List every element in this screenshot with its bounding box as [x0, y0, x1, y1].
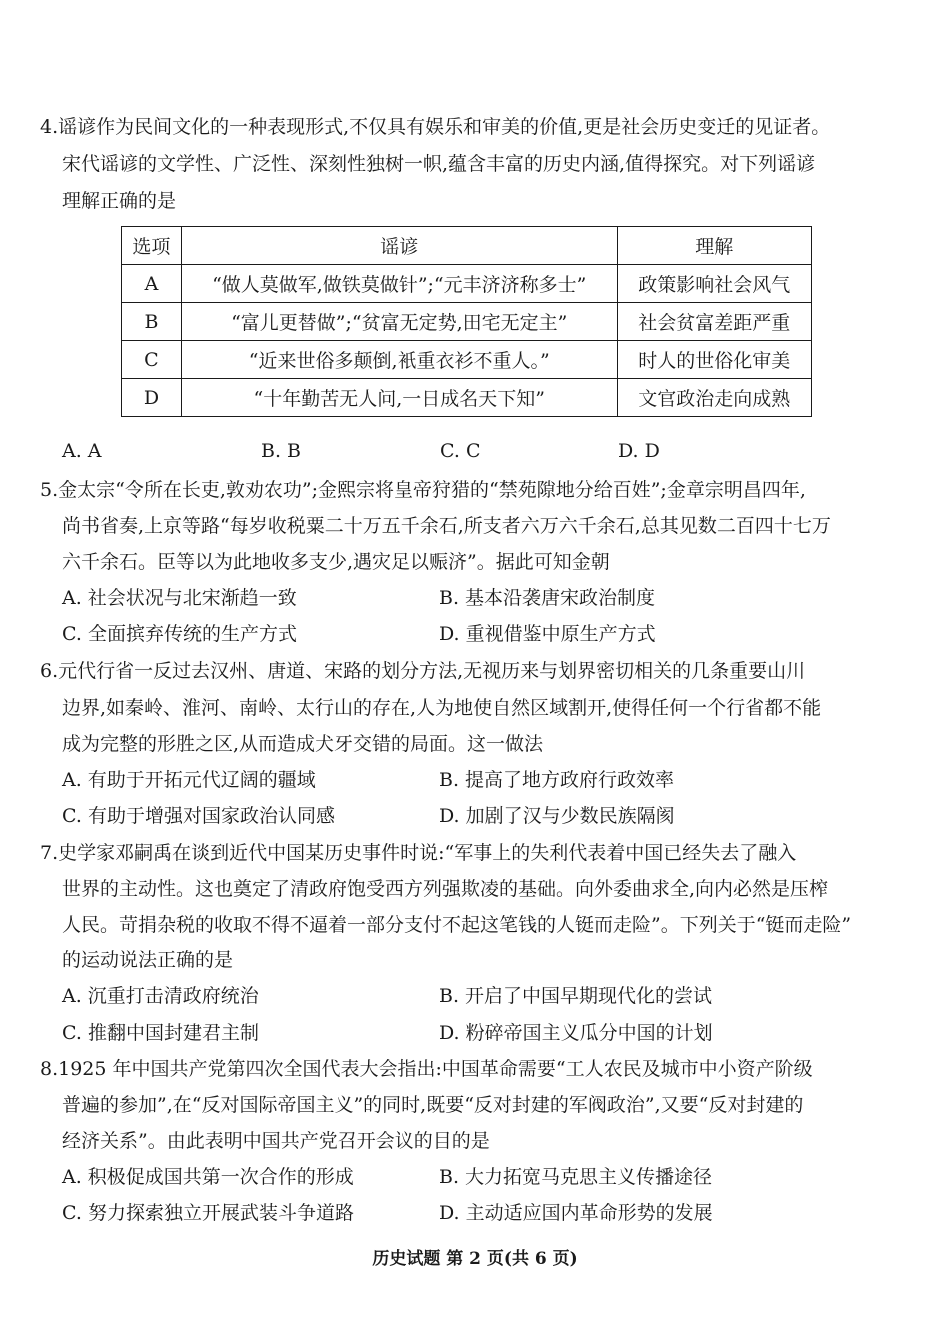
q4-row-d-label: D	[122, 379, 182, 417]
q8-option-d[interactable]: D. 主动适应国内革命形势的发展	[439, 1202, 713, 1224]
q8-option-b[interactable]: B. 大力拓宽马克思主义传播途径	[439, 1166, 713, 1188]
page-footer: 历史试题 第 2 页(共 6 页)	[372, 1249, 578, 1269]
q5-stem-line-2: 尚书省奏,上京等路“每岁收税粟二十万五千余石,所支者六万六千余石,总其见数二百四十七万	[62, 515, 831, 537]
q7-stem-line-2: 世界的主动性。这也奠定了清政府饱受西方列强欺凌的基础。向外委曲求全,向内必然是压榨	[62, 878, 829, 900]
q7-option-b[interactable]: B. 开启了中国早期现代化的尝试	[439, 985, 713, 1007]
q6-stem-line-3: 成为完整的形胜之区,从而造成犬牙交错的局面。这一做法	[62, 733, 544, 755]
q4-row-a-understanding: 政策影响社会风气	[617, 265, 811, 303]
q4-row-a-label: A	[122, 265, 182, 303]
q5-stem-line-3: 六千余石。臣等以为此地收多支少,遇灾足以赈济”。据此可知金朝	[62, 551, 610, 573]
q4-stem-line-1: 4.谣谚作为民间文化的一种表现形式,不仅具有娱乐和审美的价值,更是社会历史变迁的见证者。	[40, 116, 831, 138]
table-row	[122, 265, 812, 303]
q4-row-b-understanding: 社会贫富差距严重	[617, 303, 811, 341]
q4-row-d-saying: “十年勤苦无人问,一日成名天下知”	[181, 379, 617, 417]
q8-stem-line-3: 经济关系”。由此表明中国共产党召开会议的目的是	[62, 1130, 490, 1152]
q6-option-b[interactable]: B. 提高了地方政府行政效率	[439, 769, 675, 791]
q6-stem-line-2: 边界,如秦岭、淮河、南岭、太行山的存在,人为地使自然区域割开,使得任何一个行省都不能	[62, 697, 822, 719]
q8-stem-line-1: 8.1925 年中国共产党第四次全国代表大会指出:中国革命需要“工人农民及城市中小资产阶级	[40, 1058, 813, 1080]
q4-option-b[interactable]: B. B	[261, 440, 302, 462]
q4-row-c-saying: “近来世俗多颠倒,衹重衣衫不重人。”	[181, 341, 617, 379]
q4-row-d-understanding: 文官政治走向成熟	[617, 379, 811, 417]
q5-stem-line-1: 5.金太宗“令所在长吏,敦劝农功”;金熙宗将皇帝狩猎的“禁苑隙地分给百姓”;金章宗明昌四年,	[40, 479, 806, 501]
q8-option-c[interactable]: C. 努力探索独立开展武装斗争道路	[62, 1202, 354, 1224]
q4-row-c-understanding: 时人的世俗化审美	[617, 341, 811, 379]
q8-option-a[interactable]: A. 积极促成国共第一次合作的形成	[62, 1166, 354, 1188]
q4-row-b-saying: “富儿更替做”;“贫富无定势,田宅无定主”	[181, 303, 617, 341]
table-row	[122, 379, 812, 417]
q6-option-a[interactable]: A. 有助于开拓元代辽阔的疆域	[62, 769, 316, 791]
q7-stem-line-1: 7.史学家邓嗣禹在谈到近代中国某历史事件时说:“军事上的失利代表着中国已经失去了融入	[40, 842, 797, 864]
q4-row-b-label: B	[122, 303, 182, 341]
q4-stem-line-2: 宋代谣谚的文学性、广泛性、深刻性独树一帜,蕴含丰富的历史内涵,值得探究。对下列谣谚	[62, 153, 816, 175]
q7-option-a[interactable]: A. 沉重打击清政府统治	[62, 985, 259, 1007]
q4-header-option: 选项	[122, 227, 182, 265]
q4-table	[121, 226, 812, 417]
q4-row-c-label: C	[122, 341, 182, 379]
q5-option-a[interactable]: A. 社会状况与北宋渐趋一致	[62, 587, 297, 609]
q5-option-d[interactable]: D. 重视借鉴中原生产方式	[439, 623, 656, 645]
q6-option-c[interactable]: C. 有助于增强对国家政治认同感	[62, 805, 335, 827]
q4-option-d[interactable]: D. D	[618, 440, 660, 462]
q7-option-c[interactable]: C. 推翻中国封建君主制	[62, 1022, 259, 1044]
q5-option-c[interactable]: C. 全面摈弃传统的生产方式	[62, 623, 297, 645]
q6-stem-line-1: 6.元代行省一反过去汉州、唐道、宋路的划分方法,无视历来与划界密切相关的几条重要山川	[40, 660, 806, 682]
table-row	[122, 341, 812, 379]
q4-stem-line-3: 理解正确的是	[62, 190, 177, 212]
q8-stem-line-2: 普遍的参加”,在“反对国际帝国主义”的同时,既要“反对封建的军阀政治”,又要“反对封建的	[62, 1094, 804, 1116]
table-row	[122, 303, 812, 341]
q4-header-saying: 谣谚	[181, 227, 617, 265]
q7-option-d[interactable]: D. 粉碎帝国主义瓜分中国的计划	[439, 1022, 713, 1044]
q4-option-c[interactable]: C. C	[440, 440, 481, 462]
q6-option-d[interactable]: D. 加剧了汉与少数民族隔阂	[439, 805, 675, 827]
q4-table-header-row	[122, 227, 812, 265]
q7-stem-line-4: 的运动说法正确的是	[62, 949, 234, 971]
q7-stem-line-3: 人民。苛捐杂税的收取不得不逼着一部分支付不起这笔钱的人铤而走险”。下列关于“铤而走险”	[62, 914, 852, 936]
q4-header-understanding: 理解	[617, 227, 811, 265]
q4-option-a[interactable]: A. A	[62, 440, 102, 462]
q4-row-a-saying: “做人莫做军,做铁莫做针”;“元丰济济称多士”	[181, 265, 617, 303]
q5-option-b[interactable]: B. 基本沿袭唐宋政治制度	[439, 587, 656, 609]
